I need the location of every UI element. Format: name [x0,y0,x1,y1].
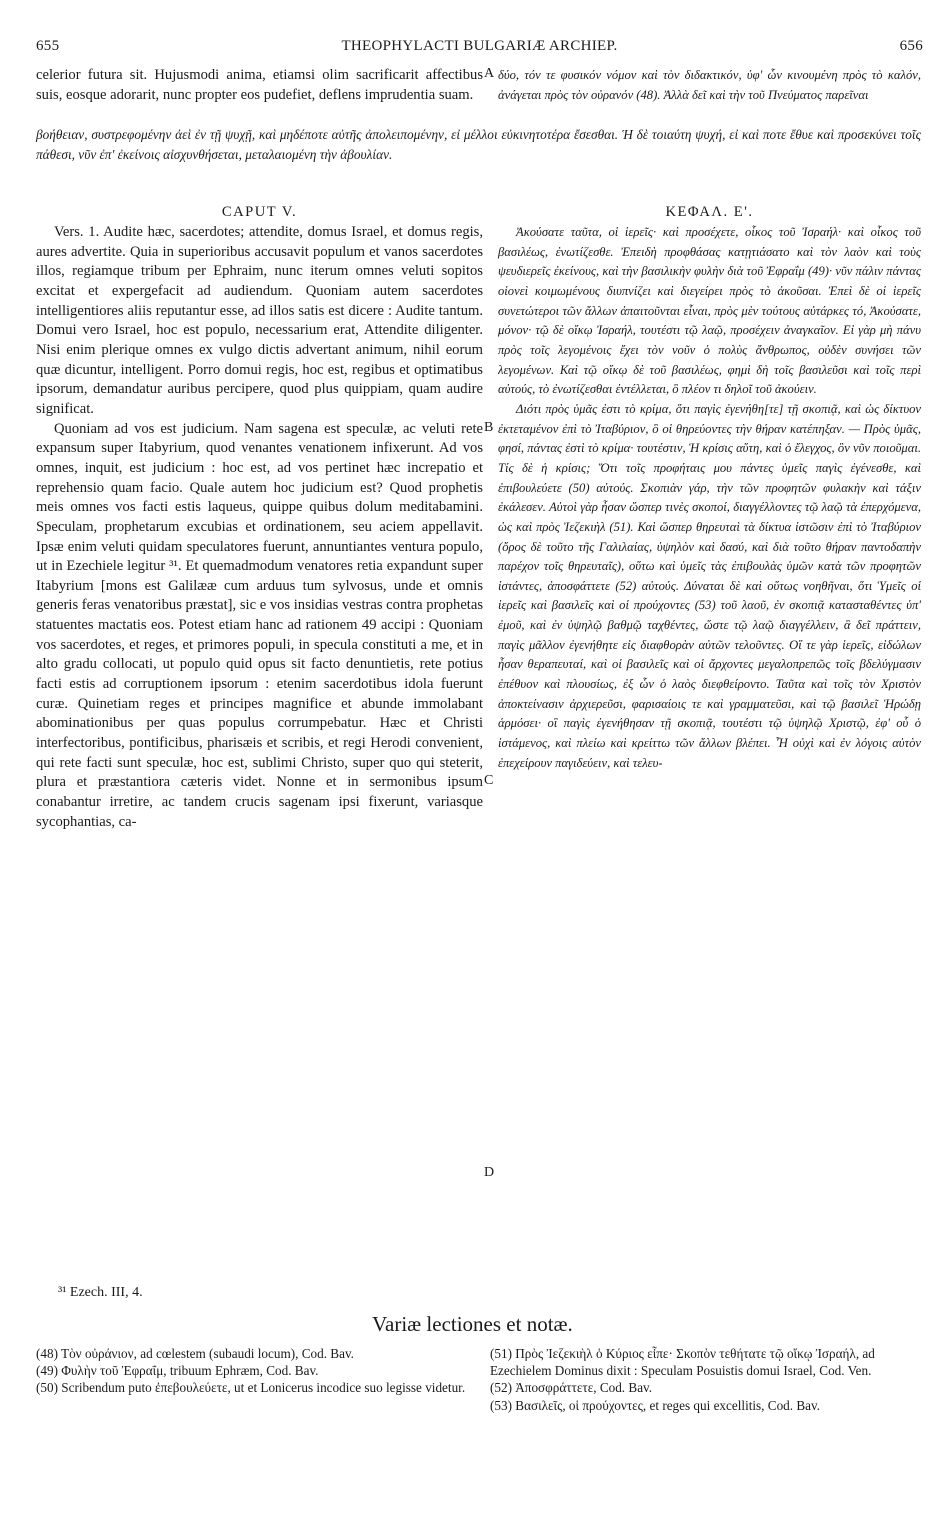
margin-letter-c: C [484,773,494,788]
notes-left-column [36,1345,466,1397]
greek-top-paragraph: δύο, τόν τε φυσικόν νόμον καὶ τὸν διδακτικόν, ὑφ' ὧν κινουμένη πρὸς τὸ καλόν, ἀνάγεται πρὸς τὸν οὐρανόν (48). Ἀλλὰ δεῖ καὶ τὴν τοῦ Πνεύματος παρεῖναι [498,68,921,102]
greek-full-width-paragraph: βοήθειαν, συστρεφομένην ἀεὶ ἐν τῇ ψυχῇ, καὶ μηδέποτε αὐτῆς ἀπολειπομένην, εἰ μέλλοι εὐκινητοτέρα ἔσεσθαι. Ἡ δὲ τοιαύτη ψυχή, εἰ καὶ ποτε ἔθυε καὶ προσεκύνει τοῖς πάθεσι, νῦν ἐπ' ἐκείνοις αἰσχυνθήσεται, μεταλαιομένη τὴν ἀβουλίαν. [36,127,921,162]
note-53: (53) Βασιλεῖς, οἱ προύχοντες, et reges qui excellitis, Cod. Bav. [490,1397,821,1413]
page-number-right: 656 [899,38,923,54]
footnote-ezech: ³¹ Ezech. III, 4. [58,1285,143,1300]
greek-column-body [498,223,921,773]
greek-verse-commentary-paragraph: Διότι πρὸς ὑμᾶς ἐστι τὸ κρίμα, ὅτι παγὶς ἐγενήθη[τε] τῇ σκοπιᾷ, καὶ ὡς δίκτυον ἐκτεταμένον ἐπὶ τὸ Ἰταβύριον, ὃ οἱ θηρεύοντες τὴν θήραν κατέπηξαν. — Πρὸς ὑμᾶς, φησί, πάντας ἐστὶ τὸ κρίμα· τουτέστιν, Ἡ κρίσις αὕτη, καὶ ὁ ἔλεγχος, ὃν νῦν ποιοῦμαι. Τίς δὲ ἡ κρίσις; Ὅτι τοῖς προφήταις μου πάντες ὑμεῖς παγὶς ἐγένεσθε, καὶ ἐπιβουλεύετε (50) αὐτούς. Σκοπιὰν γάρ, τὴν τῶν προφητῶν φυλακὴν καὶ τάξιν ἐκάλεσεν. Αὐτοὶ γὰρ ἦσαν ὥσπερ τινὲς σκοποί, διαγγέλλοντες τῷ λαῷ τὰ ἐπερχόμενα, ὡς καὶ πρὸς Ἰεζεκιὴλ (51). Καὶ ὥσπερ θηρευταὶ τὰ δίκτυα ἱστῶσιν ἐπὶ τὸ Ἰταβύριον (ὄρος δὲ τοῦτο τῆς Γαλιλαίας, ὑψηλὸν καὶ δασύ, καὶ διὰ τοῦτο θήραν παντοδαπὴν παρέχον τοῖς θηρευταῖς), οὕτω καὶ ὑμεῖς τὰς ἐπιβουλὰς ὑμῶν κατὰ τῶν προφητῶν ἱστάντες, ἀποσφάττετε (52) αὐτούς. Δύναται δὲ καὶ οὕτως νοηθῆναι, ὅτι Ὑμεῖς οἱ ἱερεῖς καὶ βασιλεῖς καὶ οἱ προύχοντες (53) τοῦ λαοῦ, ἐν σκοπιᾷ κατασταθέντες ὑπ' ἐμοῦ, καὶ ἐν ὑψηλῷ βαθμῷ ταχθέντες, ὥστε τῷ λαῷ διαγγέλλειν, ἃ δεῖ πράττειν, παγὶς μᾶλλον ἐγενήθητε εἰς διαφθορὰν αὐτῶν τελοῦντες. Οἵ τε γὰρ ἱερεῖς, εἰδώλων ἦσαν θεραπευταί, καὶ οἱ βασιλεῖς καὶ οἱ ἄρχοντες μεγαλοπρεπῶς τοῖς βδελύγμασιν ἐπέθυον καὶ πλουσίως, ἐξ ὧν ὁ λαὸς διεφθείροντο. Ταῦτα καὶ τοῖς τὸν Χριστὸν ἀποκτείνασιν ἀρχιερεῦσι, φαρισαίοις τε καὶ γραμματεῦσι, καὶ τῷ βασιλεῖ Ἡρώδῃ ἁρμόσει· οἳ παγὶς ἐγενήθησαν τῇ σκοπιᾷ, τουτέστι τῷ ὑψηλῷ Χριστῷ, ἐφ' οὗ ὁ ἱστάμενος, καὶ πλείω καὶ κρείττω τῶν ἄλλων βλέπει. Ἦ οὐχὶ καὶ ἐν λόγοις αὐτὸν ἐπεχείρουν παγιδεύειν, καὶ τελευ- [498,401,921,770]
notes-right-column [490,1345,921,1414]
note-49: (49) Φυλὴν τοῦ Ἐφραΐμ, tribuum Ephræm, Cod. Bav. [36,1363,319,1379]
greek-verse-1-paragraph: Ἀκούσατε ταῦτα, οἱ ἱερεῖς· καὶ προσέχετε, οἶκος τοῦ Ἰσραήλ· καὶ οἶκος τοῦ βασιλέως, ἐνωτίζεσθε. Ἐπειδὴ προφθάσας κατῃτιάσατο καὶ τὸν λαὸν καὶ τοὺς ψευδιερεῖς ἐκείνους, καὶ τὴν βασιλικὴν φυλὴν διὰ τοῦ Ἐφραΐμ (49)· νῦν πάλιν πάντας οἱονεὶ κοιμωμένους διυπνίζει καὶ διεγείρει πρὸς τὸ ἀκοῦσαι. Ἐπεὶ δὲ οἱ ἱερεῖς συνετώτεροι τῶν ἄλλων ἀπαιτοῦνται εἶναι, πρὸς μὲν τούτους αὐτάρκες τό, Ἀκούσατε, μόνον· τῷ δὲ οἴκῳ Ἰσραήλ, τουτέστι τῷ λαῷ, προσέχειν ἀναγκαῖον. Εἰ γὰρ μὴ πάνυ πρὸς τοῖς λεγομένοις ἔχει τὸν νοῦν ὁ πολὺς ἄνθρωπος, οὐδὲν συνήσει τῶν λεγομένων. Καὶ τῷ οἴκῳ δὲ τοῦ βασιλέως, φημὶ δὴ τοῖς βασιλεῦσι καὶ τοῖς περὶ αὐτούς, τὸ ἐνωτίζεσθαι ἐντέλλεται, ὃ πλέον τι δηλοῖ τοῦ ἀκούειν. [498,225,921,397]
header-title: THEOPHYLACTI BULGARIÆ ARCHIEP. [341,38,618,54]
margin-letter-a: A [484,66,495,81]
latin-top-paragraph: celerior futura sit. Hujusmodi anima, etiamsi olim sacrificarit affectibus suis, eosque adorarit, nunc propter eos pudefiet, deflens imprudentia suam. [36,67,483,103]
notes-heading: Variæ lectiones et notæ. [372,1312,573,1336]
caput-heading-latin: CAPUT V. [221,204,298,220]
note-48: (48) Τὸν οὐράνιον, ad cœlestem (subaudi locum), Cod. Bav. [36,1346,354,1361]
note-51: (51) Πρὸς Ἰεζεκιὴλ ὁ Κύριος εἶπε· Σκοπὸν τεθήτατε τῷ οἴκῳ Ἰσραήλ, ad Ezechielem Dominus dixit : Speculam Posuistis domui Israel, Cod. Ven. [490,1346,875,1379]
margin-letter-d: D [484,1165,495,1180]
note-52: (52) Ἀποσφράττετε, Cod. Bav. [490,1380,653,1396]
note-50: (50) Scribendum puto ἐπεβουλεύετε, ut et Lonicerus incodice suo legisse videtur. [36,1380,466,1396]
latin-column-body [36,223,483,832]
latin-verse-commentary-paragraph: Quoniam ad vos est judicium. Nam sagena est speculæ, ac veluti rete expansum super Itabyrium, quod venantes venationem infixerunt. Ad vos omnes, inquit, est judicium : hoc est, ad vos pertinet hæc increpatio et reprehensio quam facio. Quale autem hoc judicium est? Quod prophetis meis omnes vos facti estis laqueus, quippe quibus dolum meditabamini. Speculam, prophetarum excubias et ordinationem, seu aciem appellavit. Ipsæ enim veluti quidam speculatores fuerunt, annuntiantes ventura populo, ut in Ezechiele legitur ³¹. Et quemadmodum venatores retia expandunt super Itabyrium [mons est Galilææ cum arduus tum sylvosus, unde et omnis generis feras venatoribus præstat], sic e vos insidias vestras contra prophetas statuentes mactatis eos. Potest etiam hanc ad rationem 49 accipi : Quoniam vos sacerdotes, et reges, et primores populi, in specula constituti a me, et in alto gradu collocati, ut populo quid opus sit facto denuntietis, rete potius facti estis ad corruptionem ipsorum : etenim sacerdotibus idola fuerunt curæ. Quinetiam reges et principes magnifice et abunde immolabant abominationibus per quas populus corrumpebatur. Hæc et Christi interfectoribus, pontificibus, pharisæis et scribis, et regi Herodi convenient, qui rete facti sunt speculæ, hoc est, sublimi Christo, super quo qui steterit, plura et præstantiora cæteris videt. Nonne et in sermonibus ipsum conabantur irretire, ac tandem crucis sagenam ipsi fixerunt, variasque sycophantias, ca- [36,420,484,830]
latin-verse-1-paragraph: Vers. 1. Audite hæc, sacerdotes; attendite, domus Israel, et domus regis, aures advertite. Quia in superioribus accusavit populum et vanos sacerdotes illos, regiamque tribum per Ephraim, nunc iterum omnes veluti sopitos excitat et expergefacit ad audiendum. Quoniam autem sacerdotes intelligentiores aliis reputantur esse, ad illos satis est dicere : Audite tantum. Domui vero Israel, hoc est populo, necessarium erat, Attendite diligenter. Nisi enim plerique omnes ex vulgo dictis advertant animum, nihil eorum quæ dicuntur, intelligent. Porro domui regis, hoc est, regibus et optimatibus ipsorum, demandatur auribus percipere, quod plus quippiam, quam audire significat. [36,224,483,417]
caput-heading-greek: ΚΕΦΑΛ. Ε'. [665,204,754,220]
margin-letter-b: B [484,420,494,435]
page-number-left: 655 [36,38,60,54]
running-header [36,38,923,58]
